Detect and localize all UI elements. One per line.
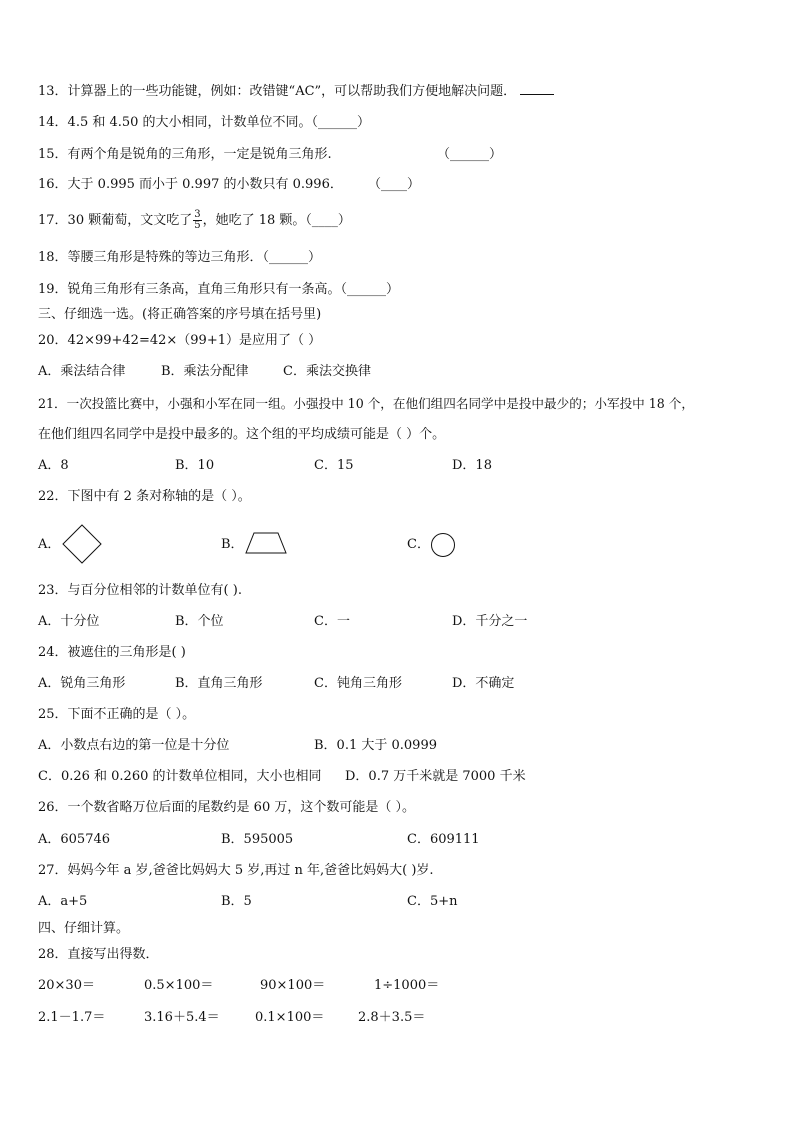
q22-option-c[interactable]: C． xyxy=(407,537,430,552)
question-20: 20．42×99+42=42×（99+1）是应用了（ ） xyxy=(38,333,322,348)
section-4-heading: 四、仔细计算。 xyxy=(38,921,130,936)
fraction xyxy=(193,210,201,231)
question-25: 25．下面不正确的是（ ）。 xyxy=(38,707,196,722)
q22-option-b[interactable]: B． xyxy=(221,537,244,552)
q24-option-d[interactable]: D．不确定 xyxy=(452,676,515,691)
diamond-shape-icon xyxy=(62,524,102,564)
calc-item[interactable]: 2.1－1.7＝ xyxy=(38,1010,106,1025)
fraction-denominator: 5 xyxy=(194,220,201,231)
q26-option-a[interactable]: A．605746 xyxy=(38,832,111,847)
q20-option-c[interactable]: C．乘法交换律 xyxy=(283,364,371,379)
q22-option-a[interactable]: A． xyxy=(38,537,61,552)
question-26: 26．一个数省略万位后面的尾数约是 60 万，这个数可能是（ ）。 xyxy=(38,800,415,815)
question-21-line-1: 21．一次投篮比赛中，小强和小军在同一组。小强投中 10 个，在他们组四名同学中是投中最少的；小军投中 18 个， xyxy=(38,396,694,411)
question-17-after: ，她吃了 18 颗。（____） xyxy=(202,213,351,228)
trapezoid-shape-icon xyxy=(245,532,287,554)
question-13-text: 13．计算器上的一些功能键，例如：改错键“AC”，可以帮助我们方便地解决问题． xyxy=(38,84,517,99)
calc-item[interactable]: 0.1×100＝ xyxy=(255,1010,325,1025)
question-16-blank[interactable]: （____） xyxy=(368,177,421,192)
question-17 xyxy=(38,210,351,231)
calc-item[interactable]: 90×100＝ xyxy=(260,978,326,993)
question-27: 27．妈妈今年 a 岁,爸爸比妈妈大 5 岁,再过 n 年,爸爸比妈妈大( )岁. xyxy=(38,863,434,878)
question-18: 18．等腰三角形是特殊的等边三角形．（______） xyxy=(38,250,322,265)
calc-item[interactable]: 2.8＋3.5＝ xyxy=(358,1010,426,1025)
q27-option-b[interactable]: B．5 xyxy=(221,894,252,909)
question-22: 22．下图中有 2 条对称轴的是（ ）。 xyxy=(38,489,251,504)
question-19: 19．锐角三角形有三条高，直角三角形只有一条高。（______） xyxy=(38,282,400,297)
question-24: 24．被遮住的三角形是( ) xyxy=(38,645,186,660)
q25-option-b[interactable]: B．0.1 大于 0.0999 xyxy=(314,738,437,753)
q26-option-c[interactable]: C．609111 xyxy=(407,832,480,847)
q21-option-a[interactable]: A．8 xyxy=(38,458,69,473)
q20-option-b[interactable]: B．乘法分配律 xyxy=(161,364,249,379)
q24-option-c[interactable]: C．钝角三角形 xyxy=(314,676,402,691)
calc-item[interactable]: 20×30＝ xyxy=(38,978,95,993)
question-21-line-2: 在他们组四名同学中是投中最多的。这个组的平均成绩可能是（ ）个。 xyxy=(38,427,446,442)
question-28: 28．直接写出得数． xyxy=(38,947,159,962)
q26-option-b[interactable]: B．595005 xyxy=(221,832,294,847)
answer-blank[interactable] xyxy=(520,82,554,95)
question-14: 14．4.5 和 4.50 的大小相同，计数单位不同。（______） xyxy=(38,115,371,130)
q23-option-c[interactable]: C．一 xyxy=(314,614,350,629)
q25-option-d[interactable]: D．0.7 万千米就是 7000 千米 xyxy=(345,769,526,784)
q23-option-a[interactable]: A．十分位 xyxy=(38,614,100,629)
calc-item[interactable]: 0.5×100＝ xyxy=(144,978,214,993)
q24-option-b[interactable]: B．直角三角形 xyxy=(175,676,263,691)
calc-item[interactable]: 3.16＋5.4＝ xyxy=(144,1010,220,1025)
q24-option-a[interactable]: A．锐角三角形 xyxy=(38,676,126,691)
question-13 xyxy=(38,82,554,101)
calc-item[interactable]: 1÷1000＝ xyxy=(374,978,440,993)
q25-option-a[interactable]: A．小数点右边的第一位是十分位 xyxy=(38,738,230,753)
section-3-heading: 三、仔细选一选。(将正确答案的序号填在括号里) xyxy=(38,307,322,322)
q21-option-b[interactable]: B．10 xyxy=(175,458,215,473)
q27-option-a[interactable]: A．a+5 xyxy=(38,894,88,909)
fraction-numerator: 3 xyxy=(194,209,201,220)
q27-option-c[interactable]: C．5+n xyxy=(407,894,458,909)
q23-option-b[interactable]: B．个位 xyxy=(175,614,224,629)
q21-option-c[interactable]: C．15 xyxy=(314,458,354,473)
q23-option-d[interactable]: D．千分之一 xyxy=(452,614,528,629)
q21-option-d[interactable]: D．18 xyxy=(452,458,492,473)
circle-shape-icon xyxy=(430,532,456,558)
question-23: 23．与百分位相邻的计数单位有( ). xyxy=(38,583,242,598)
q25-option-c[interactable]: C．0.26 和 0.260 的计数单位相同，大小也相同 xyxy=(38,769,322,784)
question-16: 16．大于 0.995 而小于 0.997 的小数只有 0.996． xyxy=(38,177,343,192)
question-17-before: 17．30 颗葡萄，文文吃了 xyxy=(38,213,193,228)
question-15 xyxy=(38,146,332,164)
question-15-blank[interactable]: （______） xyxy=(437,147,503,162)
question-15-text: 15．有两个角是锐角的三角形，一定是锐角三角形. xyxy=(38,147,332,162)
q20-option-a[interactable]: A．乘法结合律 xyxy=(38,364,126,379)
